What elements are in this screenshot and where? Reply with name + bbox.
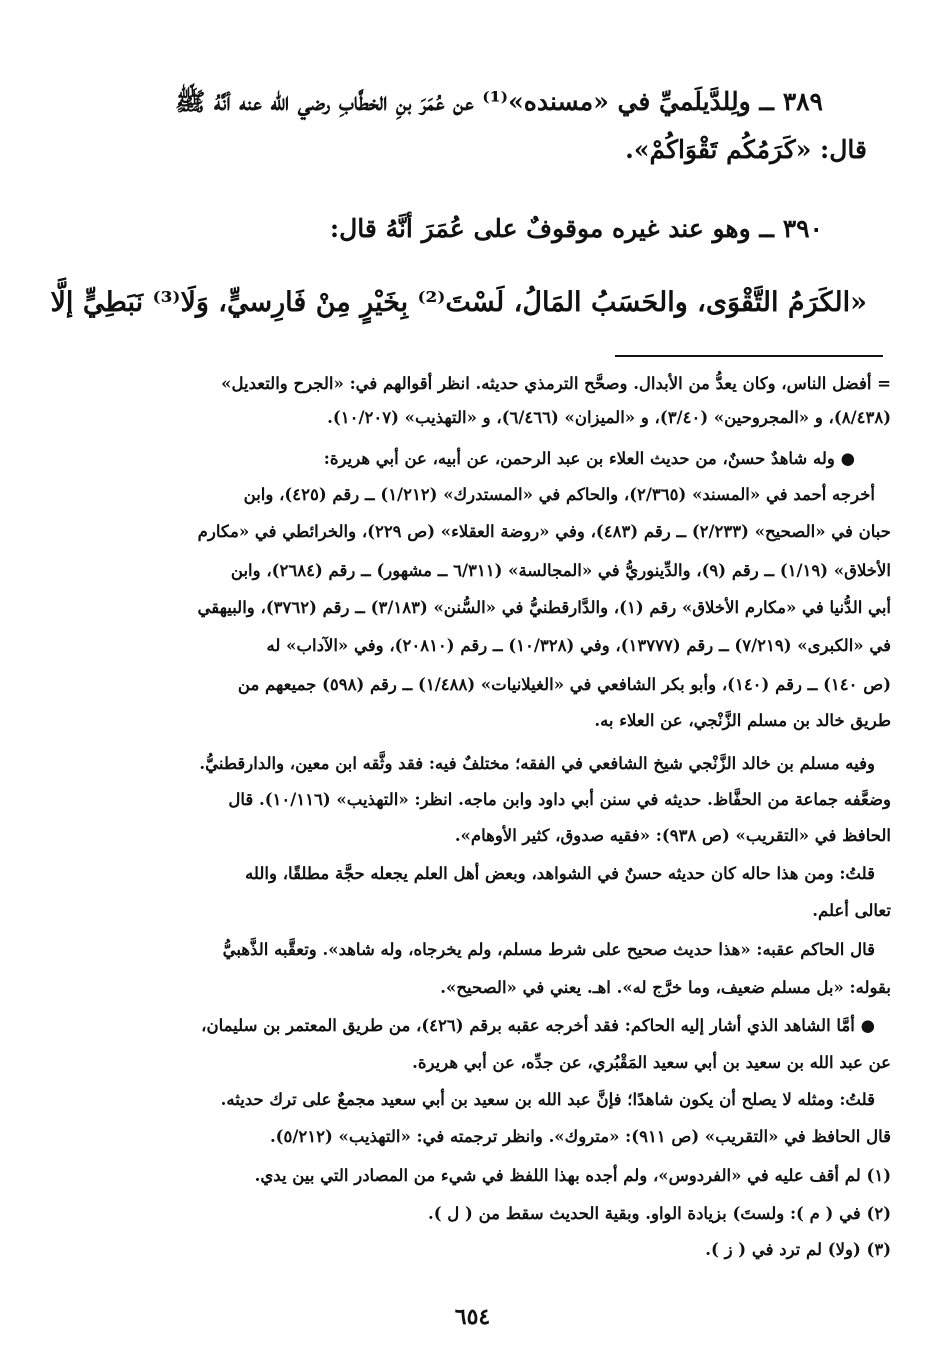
- note-line: الأخلاق» (١/١٩) ــ رقم (٩)، والدِّينوريُّ في «المجالسة» (٦/٣١١ ــ مشهور) ــ رقم (٢٦٨٤)، وابن: [230, 561, 891, 580]
- note-line: قلتُ: ومن هذا حاله كان حديثه حسنٌ في الشواهد، وبعض أهل العلم يجعله حجَّة مطلقًا، والله: [245, 864, 875, 883]
- footnote-3: (٣) (ولا) لم ترد في ( ز ).: [705, 1240, 891, 1259]
- hadith-390-line-1: ٣٩٠ ــ وهو عند غيره موقوفٌ على عُمَرَ أنَّهُ قال:: [329, 214, 823, 243]
- note-line: أبي الدُّنيا في «مكارم الأخلاق» رقم (١)، والدَّارقطنيُّ في «السُّنن» (٣/١٨٣) ــ رقم (٣٧٦٢)، والبيهقي: [197, 598, 891, 617]
- note-line: عن عبد الله بن سعيد بن أبي سعيد المَقْبُري، عن جدِّه، عن أبي هريرة.: [412, 1053, 891, 1072]
- note-line: وضعَّفه جماعة من الحفَّاظ. حديثه في سنن أبي داود وابن ماجه. انظر: «التهذيب» (١٠/١١٦). قال: [228, 790, 891, 809]
- note-line: بقوله: «بل مسلم ضعيف، وما خرَّج له». اهـ. يعني في «الصحيح».: [440, 978, 891, 997]
- note-line: (٨/٤٣٨)، و «المجروحين» (٣/٤٠)، و «الميزان» (٦/٤٦٦)، و «التهذيب» (١٠/٢٠٧).: [327, 408, 891, 427]
- footnote-2: (٢) في ( م ): ولستَ) بزيادة الواو. وبقية الحديث سقط من ( ل ).: [428, 1204, 891, 1223]
- note-line: قال الحافظ في «التقريب» (ص ٩١١): «متروك». وانظر ترجمته في: «التهذيب» (٥/٢١٢).: [269, 1127, 891, 1146]
- note-line: حبان في «الصحيح» (٢/٢٣٣) ــ رقم (٤٨٣)، وفي «روضة العقلاء» (ص ٢٢٩)، والخرائطي في «مكارم: [197, 522, 891, 541]
- hadith-390-quote-line: «الكَرَمُ التَّقْوَى، والحَسَبُ المَالُ، لَسْتَ⁽²⁾ بِخَيْرٍ مِنْ فَارِسيٍّ، وَلَا⁽³⁾ نَبَطِيٍّ إلَّا: [50, 287, 867, 318]
- note-line: ● أمَّا الشاهد الذي أشار إليه الحاكم: فقد أخرجه عقبه برقم (٤٢٦)، من طريق المعتمر بن سليمان،: [201, 1016, 875, 1035]
- note-line: الحافظ في «التقريب» (ص ٩٣٨): «فقيه صدوق، كثير الأوهام».: [454, 826, 891, 845]
- note-line: (ص ١٤٠) ــ رقم (١٤٠)، وأبو بكر الشافعي في «الغيلانيات» (١/٤٨٨) ــ رقم (٥٩٨) جميعهم من: [237, 675, 891, 694]
- footnote-separator: [615, 355, 883, 357]
- note-line: قال الحاكم عقبه: «هذا حديث صحيح على شرط مسلم، ولم يخرجاه، وله شاهد». وتعقَّبه الذَّهبيُّ: [222, 940, 875, 959]
- footnote-1: (١) لم أقف عليه في «الفردوس»، ولم أجده بهذا اللفظ في شيء من المصادر التي بين يدي.: [254, 1166, 891, 1185]
- note-line: قلتُ: ومثله لا يصلح أن يكون شاهدًا؛ فإنَّ عبد الله بن سعيد بن أبي سعيد مجمعٌ على ترك حديثه.: [220, 1090, 875, 1109]
- note-line: = أفضل الناس، وكان يعدُّ من الأبدال. وصحَّح الترمذي حديثه. انظر أقوالهم في: «الجرح والتعديل»: [221, 374, 891, 393]
- note-line: طريق خالد بن مسلم الزَّنْجي، عن العلاء به.: [594, 711, 891, 730]
- note-line: أخرجه أحمد في «المسند» (٢/٣٦٥)، والحاكم في «المستدرك» (١/٢١٢) ــ رقم (٤٢٥)، وابن: [243, 485, 875, 504]
- note-line: وفيه مسلم بن خالد الزَّنْجي شيخ الشافعي في الفقه؛ مختلفٌ فيه: فقد وثَّقه ابن معين، والدارقطنيُّ.: [199, 754, 875, 773]
- note-line: في «الكبرى» (٧/٢١٩) ــ رقم (١٣٧٧٧)، وفي (١٠/٣٢٨) ــ رقم (٢٠٨١٠)، وفي «الآداب» له: [266, 636, 891, 655]
- hadith-389-line-1: ٣٨٩ ــ ولِلدَّيلَميِّ في «مسنده»⁽¹⁾ عن عُمَرَ بنِ الخطَّابِ رضي الله عنه أنَّهُ ﷺ: [175, 87, 823, 116]
- note-line: ● وله شاهدٌ حسنٌ، من حديث العلاء بن عبد الرحمن، عن أبيه، عن أبي هريرة:: [323, 449, 855, 468]
- hadith-389-line-2: قال: «كَرَمُكُم تَقْوَاكُمْ».: [625, 135, 867, 164]
- note-line: تعالى أعلم.: [812, 901, 891, 920]
- page-number: ٦٥٤: [454, 1304, 491, 1330]
